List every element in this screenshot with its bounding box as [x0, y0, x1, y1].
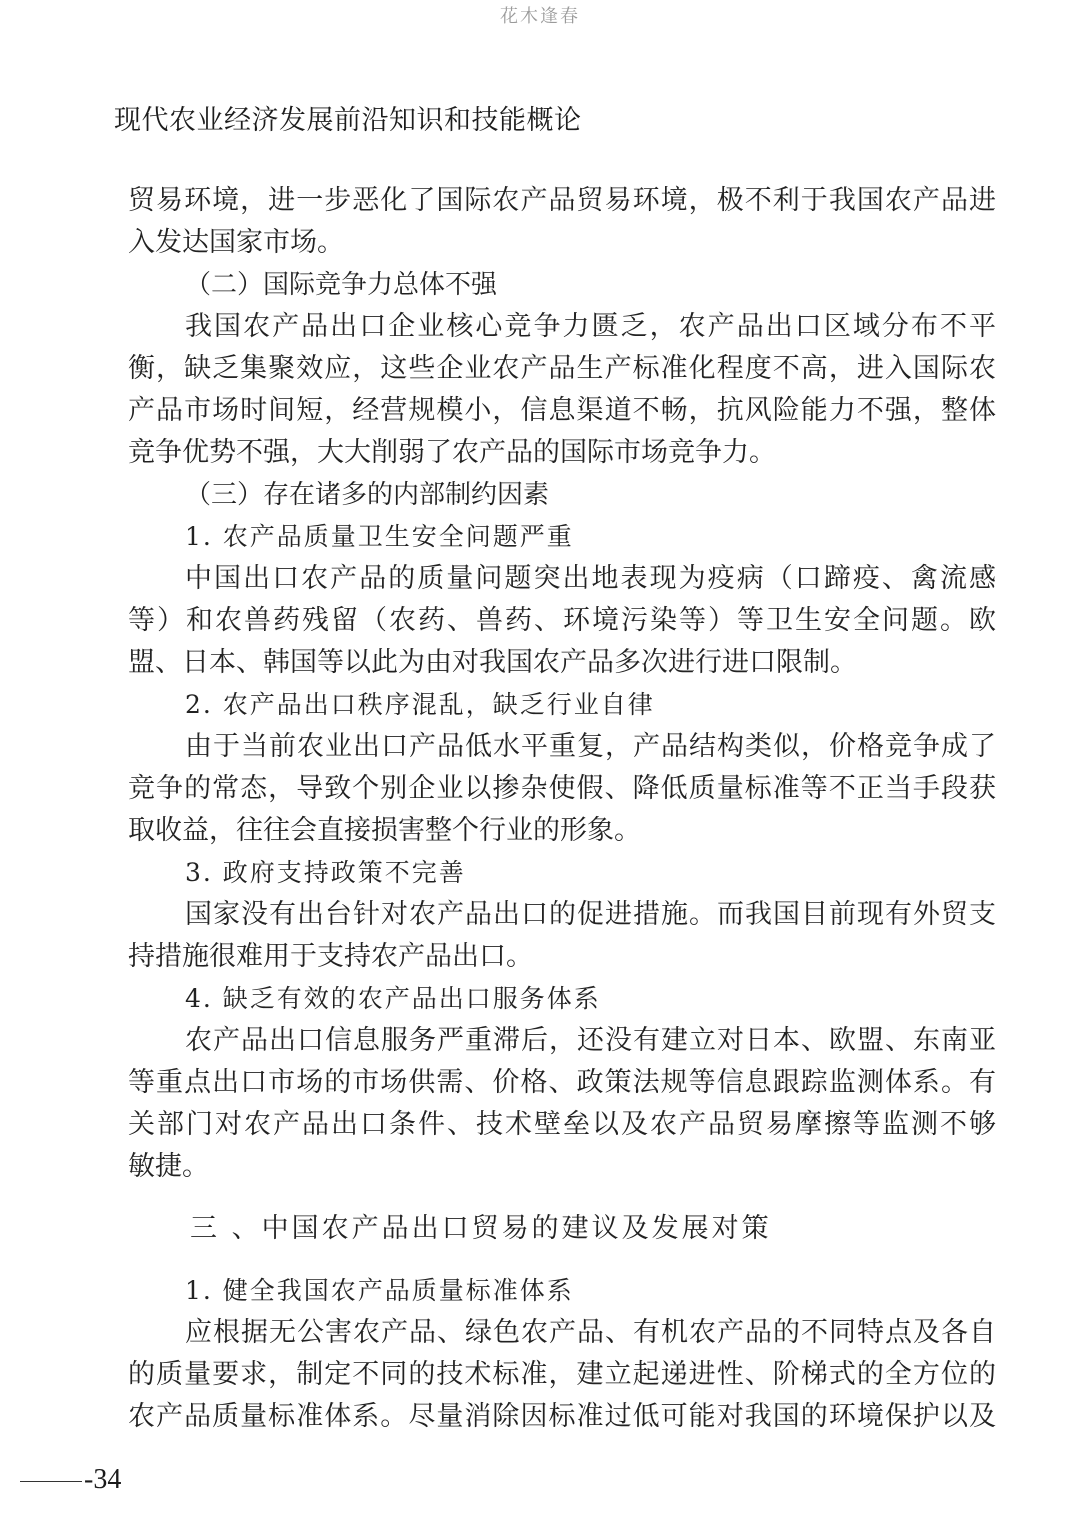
body-line: 持措施很难用于支持农产品出口。 — [128, 941, 533, 972]
body-line: 我国农产品出口企业核心竞争力匮乏，农产品出口区域分布不平 — [185, 311, 996, 342]
body-line: 的质量要求，制定不同的技术标准，建立起递进性、阶梯式的全方位的 — [128, 1359, 996, 1390]
body-line: 贸易环境，进一步恶化了国际农产品贸易环境，极不利于我国农产品进 — [128, 185, 996, 216]
watermark: 花木逢春 — [500, 6, 580, 27]
body-line: 应根据无公害农产品、绿色农产品、有机农产品的不同特点及各自 — [185, 1317, 996, 1348]
page-body — [128, 180, 996, 1438]
body-line: 产品市场时间短，经营规模小，信息渠道不畅，抗风险能力不强，整体 — [128, 395, 996, 426]
numbered-heading: 1. 农产品质量卫生安全问题严重 — [185, 522, 574, 551]
section-gap — [128, 1250, 996, 1270]
section-gap — [128, 1188, 996, 1208]
body-line: 敏捷。 — [128, 1151, 209, 1182]
section-title: 三 、中国农产品出口贸易的建议及发展对策 — [190, 1213, 772, 1244]
body-line: 入发达国家市场。 — [128, 227, 344, 258]
body-line: 衡，缺乏集聚效应，这些企业农产品生产标准化程度不高，进入国际农 — [128, 353, 996, 384]
body-line: 农产品质量标准体系。尽量消除因标准过低可能对我国的环境保护以及 — [128, 1401, 996, 1432]
subsection-heading: （二）国际竞争力总体不强 — [185, 270, 498, 300]
body-line: 中国出口农产品的质量问题突出地表现为疫病（口蹄疫、禽流感 — [185, 563, 996, 594]
footer-rule — [20, 1481, 82, 1482]
running-head: 现代农业经济发展前沿知识和技能概论 — [114, 105, 582, 136]
page-footer — [20, 1464, 121, 1496]
numbered-heading: 1. 健全我国农产品质量标准体系 — [185, 1276, 574, 1305]
subsection-heading: （三）存在诸多的内部制约因素 — [185, 480, 550, 510]
body-line: 盟、日本、韩国等以此为由对我国农产品多次进行进口限制。 — [128, 647, 857, 678]
body-line: 等）和农兽药残留（农药、兽药、环境污染等）等卫生安全问题。欧 — [128, 605, 996, 636]
page-number: -34 — [84, 1464, 122, 1495]
numbered-heading: 4. 缺乏有效的农产品出口服务体系 — [185, 984, 601, 1013]
body-line: 等重点出口市场的市场供需、价格、政策法规等信息跟踪监测体系。有 — [128, 1067, 996, 1098]
body-line: 国家没有出台针对农产品出口的促进措施。而我国目前现有外贸支 — [185, 899, 996, 930]
body-line: 农产品出口信息服务严重滞后，还没有建立对日本、欧盟、东南亚 — [185, 1025, 996, 1056]
numbered-heading: 3. 政府支持政策不完善 — [185, 858, 466, 887]
body-line: 竞争的常态，导致个别企业以掺杂使假、降低质量标准等不正当手段获 — [128, 773, 996, 804]
body-line: 竞争优势不强，大大削弱了农产品的国际市场竞争力。 — [128, 437, 776, 468]
body-line: 取收益，往往会直接损害整个行业的形象。 — [128, 815, 641, 846]
body-line: 由于当前农业出口产品低水平重复，产品结构类似，价格竞争成了 — [185, 731, 996, 762]
numbered-heading: 2. 农产品出口秩序混乱，缺乏行业自律 — [185, 690, 655, 719]
body-line: 关部门对农产品出口条件、技术壁垒以及农产品贸易摩擦等监测不够 — [128, 1109, 996, 1140]
